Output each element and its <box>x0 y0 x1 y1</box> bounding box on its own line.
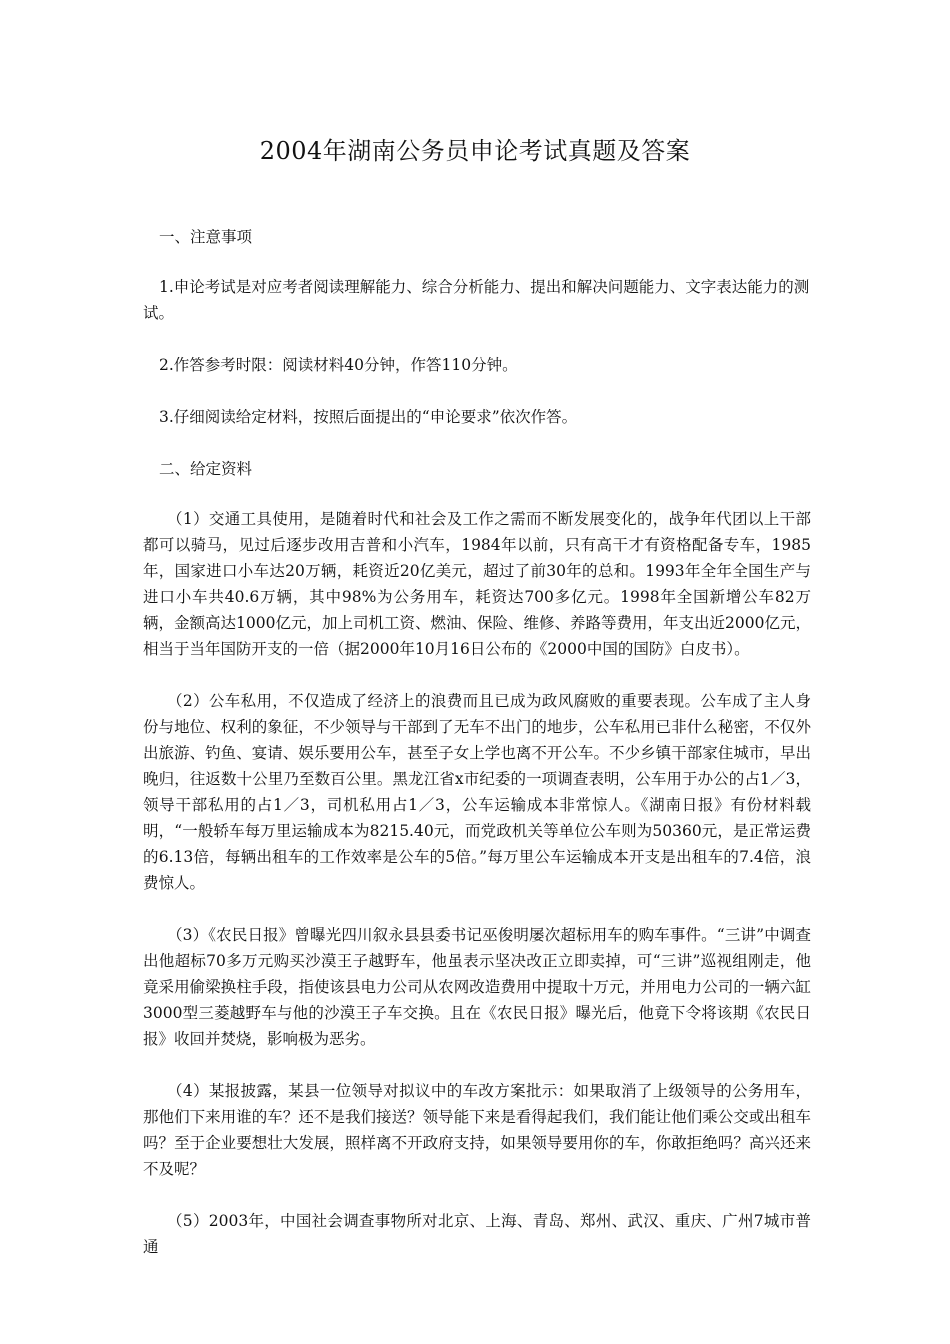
note-item-2: 2.作答参考时限：阅读材料40分钟，作答110分钟。 <box>159 356 518 374</box>
note-item-3: 3.仔细阅读给定材料，按照后面提出的“申论要求”依次作答。 <box>159 408 578 426</box>
material-paragraph-2: （2）公车私用，不仅造成了经济上的浪费而且已成为政风腐败的重要表现。公车成了主人身份与地位、权利的象征，不少领导与干部到了无车不出门的地步，公车私用已非什么秘密，不仅外出旅游、钓鱼、宴请、娱乐要用公车，甚至子女上学也离不开公车。不少乡镇干部家住城市，早出晚归，往返数十公里乃至数百公里。黑龙江省x市纪委的一项调查表明，公车用于办公的占1／3，领导干部私用的占1／3，司机私用占1／3，公车运输成本非常惊人。《湖南日报》有份材料载明，“一般轿车每万里运输成本为8215.40元，而党政机关等单位公车则为50360元，是正常运费的6.13倍，每辆出租车的工作效率是公车的5倍。”每万里公车运输成本开支是出租车的7.4倍，浪费惊人。 <box>143 692 811 892</box>
document-title: 2004年湖南公务员申论考试真题及答案 <box>259 137 691 165</box>
material-paragraph-5: （5）2003年，中国社会调查事物所对北京、上海、青岛、郑州、武汉、重庆、广州7城市普通 <box>143 1212 811 1256</box>
material-paragraph-3: （3）《农民日报》曾曝光四川叙永县县委书记巫俊明屡次超标用车的购车事件。“三讲”中调查出他超标70多万元购买沙漠王子越野车，他虽表示坚决改正立即卖掉，可“三讲”巡视组刚走，他竟采用偷梁换柱手段，指使该县电力公司从农网改造费用中提取十万元，并用电力公司的一辆六缸3000型三菱越野车与他的沙漠王子车交换。且在《农民日报》曝光后，他竟下令将该期《农民日报》收回并焚烧，影响极为恶劣。 <box>143 926 811 1048</box>
material-paragraph-4: （4）某报披露，某县一位领导对拟议中的车改方案批示：如果取消了上级领导的公务用车，那他们下来用谁的车？还不是我们接送？领导能下来是看得起我们，我们能让他们乘公交或出租车吗？至于企业要想壮大发展，照样离不开政府支持，如果领导要用你的车，你敢拒绝吗？高兴还来不及呢？ <box>143 1082 811 1178</box>
section-heading-materials: 二、给定资料 <box>159 460 253 478</box>
document-body <box>143 224 811 1286</box>
section-heading-notes: 一、注意事项 <box>159 228 253 246</box>
note-item-1: 1.申论考试是对应考者阅读理解能力、综合分析能力、提出和解决问题能力、文字表达能力的测试。 <box>143 278 810 322</box>
material-paragraph-1: （1）交通工具使用，是随着时代和社会及工作之需而不断发展变化的，战争年代团以上干部都可以骑马，见过后逐步改用吉普和小汽车，1984年以前，只有高干才有资格配备专车，1985年，国家进口小车达20万辆，耗资近20亿美元，超过了前30年的总和。1993年全年全国生产与进口小车共40.6万辆，其中98%为公务用车，耗资达700多亿元。1998年全国新增公车82万辆，金额高达1000亿元，加上司机工资、燃油、保险、维修、养路等费用，年支出近2000亿元，相当于当年国防开支的一倍（据2000年10月16日公布的《2000中国的国防》白皮书）。 <box>143 510 811 658</box>
